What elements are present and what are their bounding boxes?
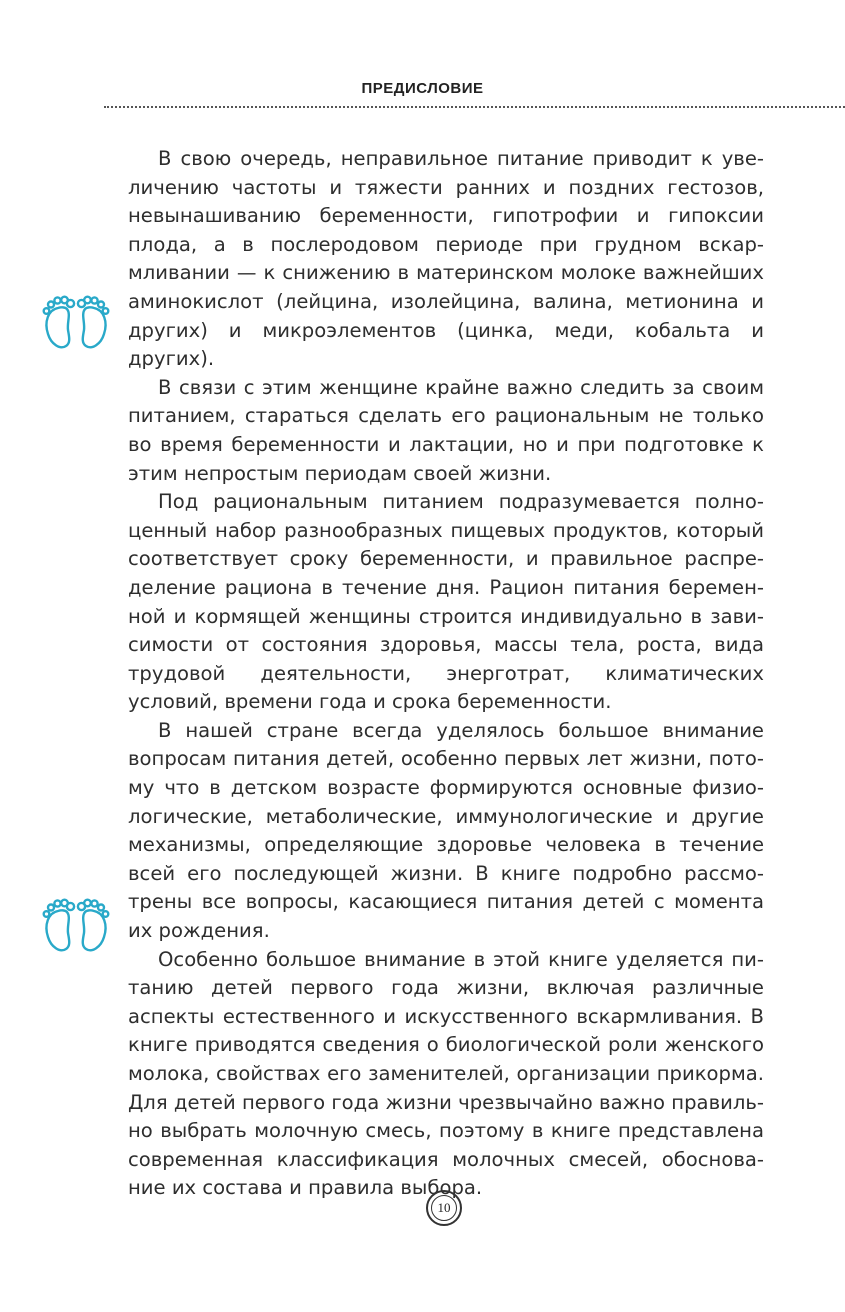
paragraph: В нашей стране всегда уделялось большое внимание вопросам питания детей, особенно первых лет жизни, потому что в детском возрасте формируются основные физиологические, метаболические, иммунологические и другие механизмы, определяющие здоровье человека в течение всей его последующей жизни. В книге подробно рассмотрены все вопросы, касающиеся питания детей с момента их рождения. bbox=[128, 718, 764, 943]
paragraph: Особенно большое внимание в этой книге уделяется питанию детей первого года жизни, включая различные аспекты естественного и искусственного вскармливания. В книге приводятся сведения о биологической роли женского молока, свойствах его заменителей, организации прикорма. Для детей первого года жизни чрезвычайно важно правильно выбрать молочную смесь, поэтому в книге представлена современная классификация молочных смесей, обоснование их состава и правила выбора. bbox=[128, 947, 764, 1200]
paragraph: В связи с этим женщине крайне важно следить за своим питанием, стараться сделать его рациональным не только во время беременности и лактации, но и при подготовке к этим непростым периодам своей жизни. bbox=[128, 375, 764, 485]
page-header-title: ПРЕДИСЛОВИЕ bbox=[361, 80, 484, 97]
page-number: 10 bbox=[431, 1195, 457, 1221]
baby-feet-icon bbox=[38, 292, 114, 354]
page-number-badge bbox=[426, 1190, 462, 1226]
header-dotted-rule bbox=[104, 106, 845, 108]
baby-feet-icon bbox=[38, 895, 114, 957]
paragraph: В свою очередь, неправильное питание приводит к увеличению частоты и тяжести ранних и поздних гестозов, невынашиванию беременности, гипотрофии и гипоксии плода, а в послеродовом периоде при грудном вскармливании — к снижению в материнском молоке важнейших аминокислот (лейцина, изолейцина, валина, метионина и других) и микроэлементов (цинка, меди, кобальта и других). bbox=[128, 147, 764, 371]
body-text bbox=[128, 145, 764, 1203]
paragraph: Под рациональным питанием подразумевается полноценный набор разнообразных пищевых продуктов, который соответствует сроку беременности, и правильное распределение рациона в течение дня. Рацион питания беременной и кормящей женщины строится индивидуально в зависимости от состояния здоровья, массы тела, роста, вида трудовой деятельности, энерготрат, климатических условий, времени года и срока беременности. bbox=[128, 490, 764, 714]
